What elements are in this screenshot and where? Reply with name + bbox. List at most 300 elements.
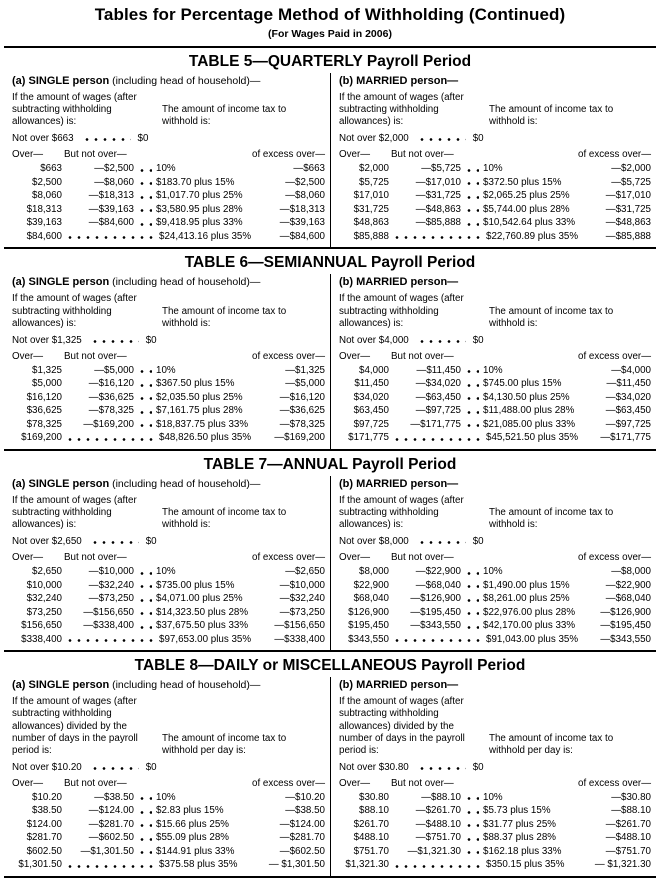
but-not-over-amount: —$10,000 <box>88 566 134 578</box>
over-column-header: Over— <box>12 777 44 789</box>
dot-leader <box>465 208 479 213</box>
excess-over-amount: —$171,775 <box>600 432 651 444</box>
bracket-row <box>339 418 651 432</box>
but-not-over-amount: —$8,060 <box>94 176 134 188</box>
over-amount: $10.20 <box>32 791 62 803</box>
dot-leader <box>138 837 152 842</box>
panel <box>330 677 656 876</box>
dot-leader <box>138 222 152 227</box>
over-column-header: Over— <box>339 552 371 564</box>
dot-leader <box>138 796 152 801</box>
bracket-row <box>12 619 325 633</box>
bracket-row-list <box>339 162 651 243</box>
over-amount: $17,010 <box>353 190 389 202</box>
excess-over-amount: —$488.10 <box>605 832 651 844</box>
excess-over-amount: —$97,725 <box>605 418 651 430</box>
excess-over-amount: —$2,650 <box>285 566 325 578</box>
tax-formula: $15.66 plus 25% <box>156 818 229 830</box>
table-section <box>4 657 656 878</box>
over-column-header: Over— <box>12 350 44 362</box>
over-amount: $22,900 <box>353 579 389 591</box>
tax-formula: 10% <box>483 163 503 175</box>
not-over-line <box>339 335 651 346</box>
panel-heading-rest: (including head of household)— <box>109 75 261 87</box>
over-amount: $751.70 <box>353 845 389 857</box>
dot-leader <box>465 181 479 186</box>
but-not-over-amount: —$126,900 <box>410 593 461 605</box>
dot-leader <box>138 571 152 576</box>
dot-leader <box>138 584 152 589</box>
over-amount: $48,863 <box>353 217 389 229</box>
dot-leader <box>465 168 479 173</box>
panel-heading-bold: (b) MARRIED person— <box>339 276 459 289</box>
not-over-value: $0 <box>472 536 484 548</box>
bracket-row <box>12 176 325 190</box>
tax-formula: $24,413.16 plus 35% <box>159 230 252 242</box>
panel <box>330 274 656 448</box>
dot-leader <box>138 195 152 200</box>
excess-over-amount: —$751.70 <box>605 845 651 857</box>
not-over-value: $0 <box>145 536 157 548</box>
dot-leader <box>138 181 152 186</box>
excess-over-amount: —$78,325 <box>279 418 325 430</box>
but-not-over-amount: —$156,650 <box>83 606 134 618</box>
tax-label: The amount of income tax to withhold is: <box>162 104 287 128</box>
tax-formula: $2.83 plus 15% <box>156 805 224 817</box>
over-amount: $602.50 <box>26 845 62 857</box>
tax-formula: $9,418.95 plus 33% <box>156 217 243 229</box>
over-column-header: Over— <box>339 777 371 789</box>
tax-formula: $1,017.70 plus 25% <box>156 190 243 202</box>
not-over-value: $0 <box>137 133 149 145</box>
over-amount: $84,600 <box>26 230 62 242</box>
over-amount: $73,250 <box>26 606 62 618</box>
tax-label: The amount of income tax to withhold per day is: <box>489 732 614 756</box>
wages-label: If the amount of wages (after subtracting withholding allowances) is: <box>339 494 464 531</box>
but-not-over-column-header: But not over— <box>64 777 127 789</box>
tax-formula: $91,043.00 plus 35% <box>486 633 579 645</box>
bracket-row <box>339 818 651 832</box>
excess-over-amount: —$22,900 <box>605 579 651 591</box>
but-not-over-amount: —$22,900 <box>415 566 461 578</box>
but-not-over-amount: —$343,550 <box>410 620 461 632</box>
dot-leader <box>138 850 152 855</box>
bracket-row <box>12 418 325 432</box>
panel-heading <box>339 276 651 288</box>
but-not-over-amount: —$78,325 <box>88 405 134 417</box>
but-not-over-column-header: But not over— <box>391 777 454 789</box>
over-amount: $5,725 <box>359 176 389 188</box>
excess-over-amount: —$32,240 <box>279 593 325 605</box>
over-amount: $38.50 <box>32 805 62 817</box>
bracket-row <box>12 831 325 845</box>
not-over-line <box>339 133 651 144</box>
tax-formula: $4,130.50 plus 25% <box>483 391 570 403</box>
excess-over-amount: —$30.80 <box>611 791 651 803</box>
bracket-row <box>12 804 325 818</box>
tax-formula: $55.09 plus 28% <box>156 832 229 844</box>
excess-over-amount: —$17,010 <box>605 190 651 202</box>
tax-formula: $1,490.00 plus 15% <box>483 579 570 591</box>
panel-heading <box>339 75 651 87</box>
over-amount: $488.10 <box>353 832 389 844</box>
panel-description <box>12 696 325 757</box>
excess-over-amount: —$10.20 <box>285 791 325 803</box>
panel-description <box>12 92 325 128</box>
not-over-line <box>12 133 325 144</box>
but-not-over-amount: —$5,000 <box>94 364 134 376</box>
excess-over-amount: —$602.50 <box>279 845 325 857</box>
table-title: TABLE 8—DAILY or MISCELLANEOUS Payroll Period <box>134 657 526 675</box>
dot-leader <box>418 766 466 771</box>
of-excess-over-column-header: of excess over— <box>578 777 651 789</box>
tax-formula: 10% <box>156 566 176 578</box>
panel-heading <box>339 679 651 691</box>
but-not-over-amount: —$36,625 <box>88 391 134 403</box>
excess-over-amount: —$10,000 <box>279 579 325 591</box>
over-amount: $663 <box>40 163 62 175</box>
but-not-over-amount: —$63,450 <box>415 391 461 403</box>
excess-over-amount: —$156,650 <box>274 620 325 632</box>
over-amount: $343,550 <box>348 633 389 645</box>
bracket-row <box>12 818 325 832</box>
table-title: TABLE 6—SEMIANNUAL Payroll Period <box>184 254 476 272</box>
dot-leader <box>66 864 155 869</box>
bracket-row <box>12 364 325 378</box>
panel-heading-bold: (a) SINGLE person <box>12 276 110 289</box>
dot-leader <box>138 369 152 374</box>
dot-leader <box>465 571 479 576</box>
over-amount: $16,120 <box>26 391 62 403</box>
panel-heading-bold: (a) SINGLE person <box>12 477 110 490</box>
over-amount: $4,000 <box>359 364 389 376</box>
dot-leader <box>465 396 479 401</box>
panel-description <box>339 696 651 757</box>
bracket-row <box>12 592 325 606</box>
not-over-line <box>12 536 325 547</box>
panel-heading-bold: (a) SINGLE person <box>12 75 110 87</box>
bracket-row <box>339 606 651 620</box>
bracket-row <box>339 391 651 405</box>
tax-formula: $22,760.89 plus 35% <box>486 230 579 242</box>
over-amount: $281.70 <box>26 832 62 844</box>
over-amount: $126,900 <box>348 606 389 618</box>
panel-heading-bold: (b) MARRIED person— <box>339 679 459 692</box>
columns-header <box>12 552 325 563</box>
over-amount: $11,450 <box>354 378 389 390</box>
panel-list <box>4 73 656 249</box>
tax-formula: $2,065.25 plus 25% <box>483 190 570 202</box>
panel-heading <box>12 478 325 490</box>
but-not-over-amount: —$32,240 <box>88 579 134 591</box>
dot-leader <box>138 625 152 630</box>
but-not-over-amount: —$34,020 <box>415 378 461 390</box>
dot-leader <box>138 168 152 173</box>
panel-heading-bold: (a) SINGLE person <box>12 679 110 692</box>
tax-formula: $18,837.75 plus 33% <box>156 418 249 430</box>
bracket-row <box>339 216 651 230</box>
tax-formula: $5.73 plus 15% <box>483 805 551 817</box>
over-amount: $261.70 <box>353 818 389 830</box>
but-not-over-amount: —$85,888 <box>415 217 461 229</box>
over-amount: $124.00 <box>26 818 62 830</box>
excess-over-amount: —$11,450 <box>606 378 651 390</box>
of-excess-over-column-header: of excess over— <box>252 777 325 789</box>
panel <box>330 73 656 247</box>
tax-formula: $88.37 plus 28% <box>483 832 556 844</box>
dot-leader <box>91 540 139 545</box>
not-over-value: $0 <box>472 334 484 346</box>
dot-leader <box>138 598 152 603</box>
not-over-text: Not over $8,000 <box>339 536 409 548</box>
but-not-over-amount: —$1,301.50 <box>80 845 134 857</box>
bracket-row-list <box>12 565 325 646</box>
panel <box>330 476 656 650</box>
dot-leader <box>138 208 152 213</box>
bracket-row <box>339 831 651 845</box>
over-amount: $169,200 <box>21 432 62 444</box>
over-amount: $8,060 <box>32 190 62 202</box>
dot-leader <box>465 625 479 630</box>
but-not-over-amount: —$261.70 <box>415 805 461 817</box>
panel-description <box>339 92 651 128</box>
dot-leader <box>418 540 466 545</box>
over-amount: $36,625 <box>26 405 62 417</box>
dot-leader <box>465 222 479 227</box>
tax-formula: 10% <box>156 791 176 803</box>
bracket-row <box>12 162 325 176</box>
bracket-row <box>339 565 651 579</box>
panel-heading-rest: (including head of household)— <box>109 477 261 490</box>
bracket-row-list <box>339 791 651 872</box>
tax-formula: $367.50 plus 15% <box>156 378 235 390</box>
excess-over-amount: —$39,163 <box>279 217 325 229</box>
tax-formula: 10% <box>483 364 503 376</box>
tax-label: The amount of income tax to withhold is: <box>162 506 287 531</box>
tax-formula: $48,826.50 plus 35% <box>159 432 252 444</box>
not-over-line <box>339 536 651 547</box>
but-not-over-amount: —$11,450 <box>416 364 461 376</box>
panel-heading-bold: (b) MARRIED person— <box>339 75 459 87</box>
but-not-over-amount: —$124.00 <box>88 805 134 817</box>
columns-header <box>12 149 325 160</box>
table-title: TABLE 7—ANNUAL Payroll Period <box>203 455 457 473</box>
dot-leader <box>138 383 152 388</box>
over-amount: $2,000 <box>359 163 389 175</box>
dot-leader <box>465 423 479 428</box>
panel-list <box>4 677 656 878</box>
dot-leader <box>418 137 466 142</box>
excess-over-amount: —$195,450 <box>600 620 651 632</box>
bracket-row <box>12 606 325 620</box>
over-amount: $10,000 <box>26 579 62 591</box>
title-rule <box>4 46 656 48</box>
not-over-text: Not over $10.20 <box>12 761 82 773</box>
over-amount: $156,650 <box>21 620 62 632</box>
over-amount: $1,325 <box>32 364 62 376</box>
but-not-over-column-header: But not over— <box>64 552 127 564</box>
excess-over-amount: —$5,000 <box>285 378 325 390</box>
but-not-over-column-header: But not over— <box>391 149 454 161</box>
panel-list <box>4 476 656 652</box>
bracket-row <box>339 633 651 647</box>
panel-description <box>12 495 325 531</box>
but-not-over-amount: —$171,775 <box>410 418 461 430</box>
but-not-over-column-header: But not over— <box>64 350 127 362</box>
tax-label: The amount of income tax to withhold per day is: <box>162 732 287 756</box>
tax-formula: $37,675.50 plus 33% <box>156 620 249 632</box>
over-amount: $2,650 <box>32 566 62 578</box>
wages-label: If the amount of wages (after subtracting withholding allowances) is: <box>12 293 137 329</box>
panel <box>4 476 330 650</box>
dot-leader <box>66 437 155 442</box>
excess-over-amount: —$126,900 <box>600 606 651 618</box>
excess-over-amount: —$38.50 <box>285 805 325 817</box>
but-not-over-amount: —$88.10 <box>421 791 461 803</box>
over-amount: $78,325 <box>26 418 62 430</box>
tax-formula: $97,653.00 plus 35% <box>159 633 252 645</box>
over-amount: $88.10 <box>359 805 389 817</box>
bracket-row <box>339 377 651 391</box>
excess-over-amount: —$8,060 <box>285 190 325 202</box>
but-not-over-amount: —$2,500 <box>94 163 134 175</box>
bracket-row <box>12 633 325 647</box>
but-not-over-amount: —$38.50 <box>94 791 134 803</box>
over-amount: $2,500 <box>32 176 62 188</box>
page-subtitle: (For Wages Paid in 2006) <box>268 28 392 40</box>
bracket-row <box>339 804 651 818</box>
excess-over-amount: —$36,625 <box>279 405 325 417</box>
tax-formula: $22,976.00 plus 28% <box>483 606 576 618</box>
excess-over-amount: —$4,000 <box>611 364 651 376</box>
tax-label: The amount of income tax to withhold is: <box>489 506 614 531</box>
dot-leader <box>465 598 479 603</box>
over-column-header: Over— <box>12 552 44 564</box>
panel-heading <box>339 478 651 490</box>
not-over-text: Not over $30.80 <box>339 761 409 773</box>
dot-leader <box>465 823 479 828</box>
panel-heading-rest: (including head of household)— <box>109 679 261 692</box>
dot-leader <box>465 796 479 801</box>
of-excess-over-column-header: of excess over— <box>252 149 325 161</box>
dot-leader <box>91 766 139 771</box>
panel-description <box>12 293 325 329</box>
dot-leader <box>465 195 479 200</box>
dot-leader <box>393 235 482 240</box>
over-amount: $39,163 <box>26 217 62 229</box>
but-not-over-amount: —$602.50 <box>88 832 134 844</box>
wages-label: If the amount of wages (after subtracting withholding allowances) divided by the number of days in the payroll period is: <box>12 696 138 756</box>
dot-leader <box>138 396 152 401</box>
table-section <box>4 254 656 450</box>
bracket-row <box>12 216 325 230</box>
but-not-over-amount: —$281.70 <box>88 818 134 830</box>
over-amount: $97,725 <box>353 418 389 430</box>
tax-label: The amount of income tax to withhold is: <box>162 305 287 329</box>
columns-header <box>339 149 651 160</box>
dot-leader <box>138 410 152 415</box>
but-not-over-amount: —$5,725 <box>421 163 461 175</box>
excess-over-amount: —$68,040 <box>605 593 651 605</box>
tax-formula: 10% <box>483 566 503 578</box>
over-amount: $195,450 <box>348 620 389 632</box>
dot-leader <box>418 339 466 344</box>
table-section <box>4 456 656 652</box>
over-amount: $18,313 <box>26 203 62 215</box>
bracket-row <box>12 230 325 244</box>
but-not-over-amount: —$751.70 <box>415 832 461 844</box>
bracket-row <box>339 203 651 217</box>
tax-formula: $45,521.50 plus 35% <box>486 432 579 444</box>
of-excess-over-column-header: of excess over— <box>252 350 325 362</box>
tax-formula: $8,261.00 plus 25% <box>483 593 570 605</box>
dot-leader <box>465 584 479 589</box>
excess-over-amount: —$85,888 <box>605 230 651 242</box>
tax-formula: $375.58 plus 35% <box>159 859 238 871</box>
not-over-value: $0 <box>472 761 484 773</box>
not-over-line <box>339 762 651 773</box>
over-column-header: Over— <box>339 149 371 161</box>
excess-over-amount: —$18,313 <box>279 203 325 215</box>
dot-leader <box>66 235 155 240</box>
wages-label: If the amount of wages (after subtracting withholding allowances) is: <box>339 92 464 128</box>
not-over-text: Not over $663 <box>12 133 74 145</box>
tax-formula: $4,071.00 plus 25% <box>156 593 243 605</box>
but-not-over-amount: —$16,120 <box>88 378 134 390</box>
but-not-over-amount: —$17,010 <box>415 176 461 188</box>
dot-leader <box>465 410 479 415</box>
tax-formula: $745.00 plus 15% <box>483 378 562 390</box>
but-not-over-amount: —$68,040 <box>415 579 461 591</box>
but-not-over-amount: —$97,725 <box>415 405 461 417</box>
panel-heading <box>12 276 325 288</box>
bracket-row <box>12 791 325 805</box>
over-amount: $32,240 <box>26 593 62 605</box>
bracket-row <box>12 431 325 445</box>
but-not-over-amount: —$18,313 <box>88 190 134 202</box>
bracket-row-list <box>12 364 325 445</box>
wages-label: If the amount of wages (after subtracting withholding allowances) is: <box>12 92 137 128</box>
excess-over-amount: —$48,863 <box>605 217 651 229</box>
but-not-over-column-header: But not over— <box>391 552 454 564</box>
bracket-row <box>339 845 651 859</box>
dot-leader <box>138 611 152 616</box>
not-over-text: Not over $2,650 <box>12 536 82 548</box>
dot-leader <box>138 823 152 828</box>
over-amount: $34,020 <box>353 391 389 403</box>
tax-formula: $183.70 plus 15% <box>156 176 235 188</box>
excess-over-amount: —$663 <box>293 163 325 175</box>
over-amount: $85,888 <box>353 230 389 242</box>
not-over-line <box>12 335 325 346</box>
excess-over-amount: —$88.10 <box>611 805 651 817</box>
tax-formula: $42,170.00 plus 33% <box>483 620 576 632</box>
excess-over-amount: —$5,725 <box>611 176 651 188</box>
of-excess-over-column-header: of excess over— <box>252 552 325 564</box>
wages-label: If the amount of wages (after subtracting withholding allowances) is: <box>12 494 137 531</box>
excess-over-amount: —$8,000 <box>611 566 651 578</box>
excess-over-amount: —$31,725 <box>605 203 651 215</box>
not-over-text: Not over $2,000 <box>339 133 409 145</box>
bracket-row <box>339 162 651 176</box>
but-not-over-column-header: But not over— <box>64 149 127 161</box>
excess-over-amount: —$281.70 <box>279 832 325 844</box>
bracket-row <box>12 404 325 418</box>
bracket-row <box>339 431 651 445</box>
bracket-row <box>12 189 325 203</box>
tax-formula: $11,488.00 plus 28% <box>483 405 575 417</box>
tax-label: The amount of income tax to withhold is: <box>489 104 614 128</box>
